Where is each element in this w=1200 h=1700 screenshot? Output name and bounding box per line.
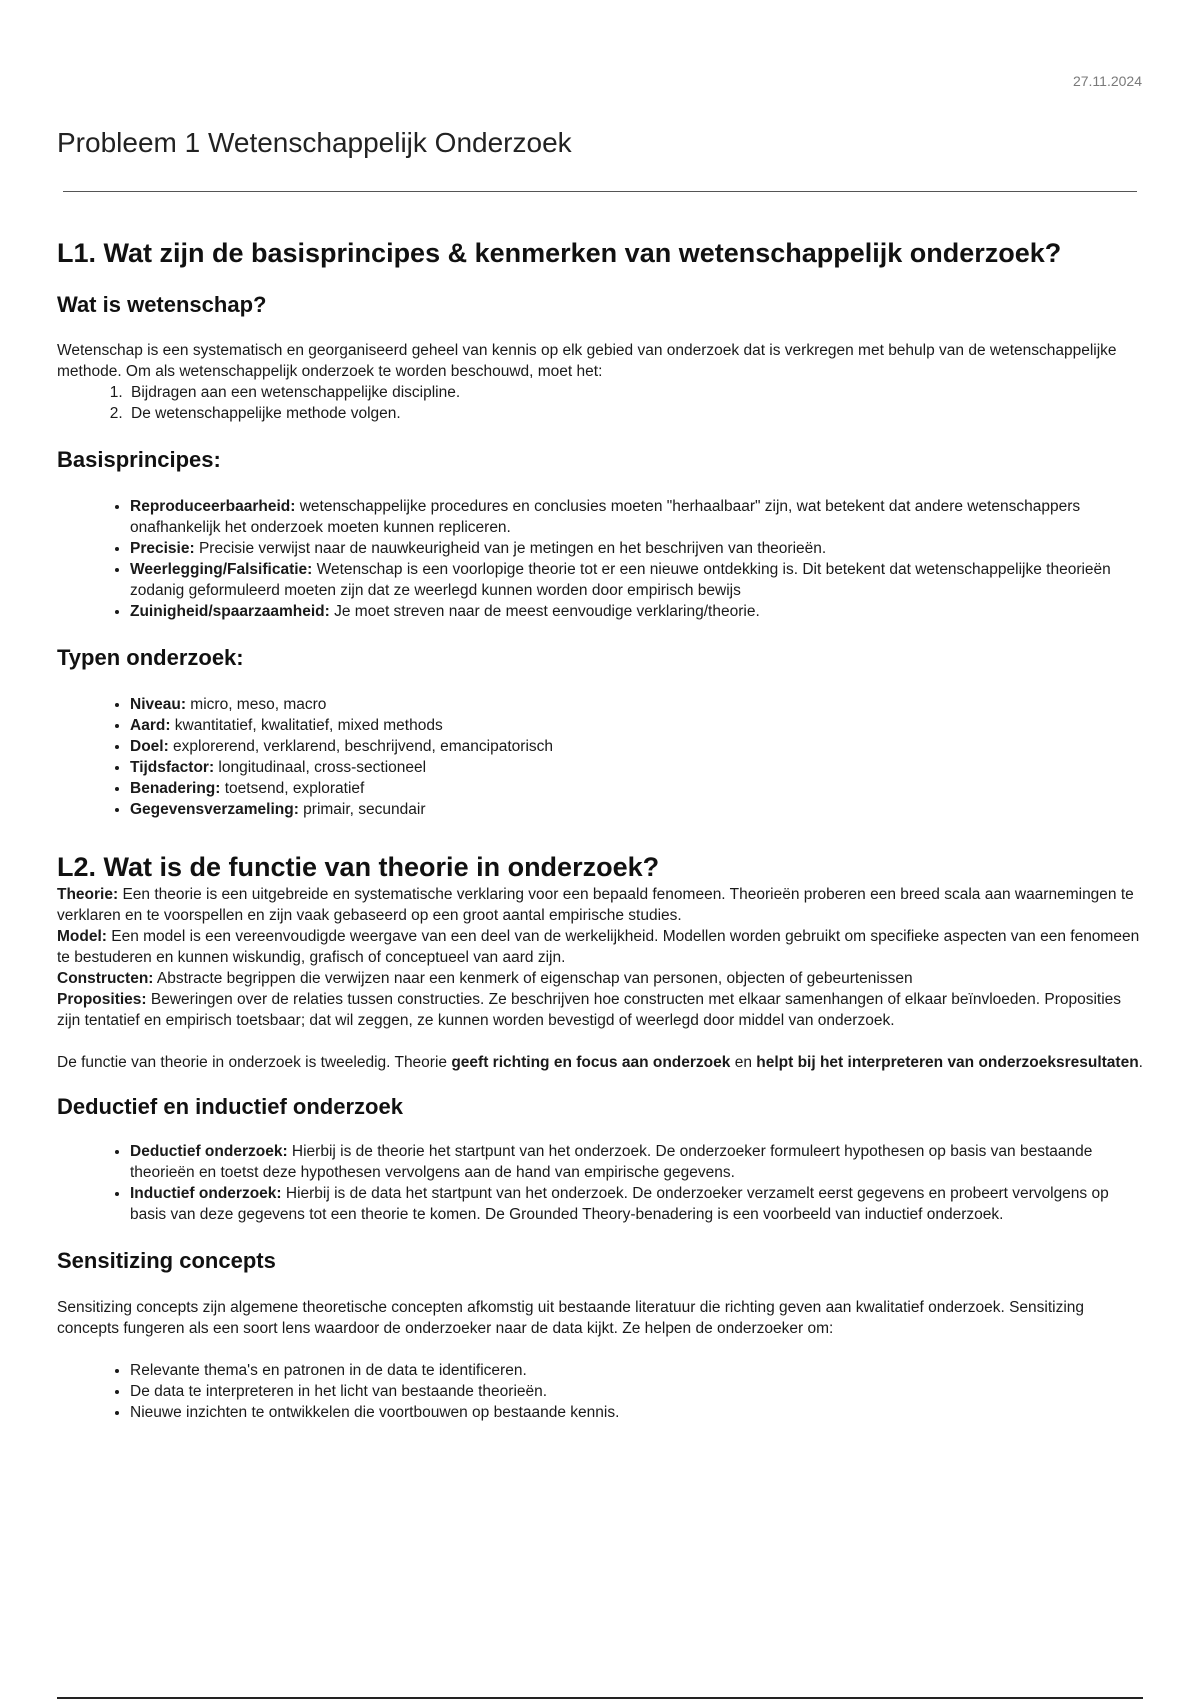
document-title: Probleem 1 Wetenschappelijk Onderzoek <box>57 127 572 158</box>
footer-divider <box>57 1697 1143 1699</box>
definition-term: Model: <box>57 928 107 945</box>
list-item-text: explorerend, verklarend, beschrijvend, emancipatorisch <box>168 738 554 755</box>
list-item: 1. Bijdragen aan een wetenschappelijke discipline. <box>127 382 1147 403</box>
list-item-text: primair, secundair <box>298 801 426 818</box>
list-item-term: Precisie: <box>130 540 195 557</box>
list-item-term: Zuinigheid/spaarzaamheid: <box>130 603 330 620</box>
bold-phrase: helpt bij het interpreteren van onderzoeksresultaten <box>756 1054 1139 1071</box>
definition-model <box>57 926 1147 968</box>
list-item-term: Doel: <box>130 738 169 755</box>
definition-text: Beweringen over de relaties tussen constructies. Ze beschrijven hoe constructen met elkaar samenhangen of elkaar beïnvloeden. Proposities zijn tentatief en empirisch toetsbaar; dat wil zeggen, ze kunnen worden bevestigd of weerlegd door middel van onderzoek. <box>57 991 1122 1029</box>
section-heading-l1: L1. Wat zijn de basisprincipes & kenmerken van wetenschappelijk onderzoek? <box>57 238 1062 268</box>
subheading-wat-is-wetenschap: Wat is wetenschap? <box>57 292 267 317</box>
list-item <box>130 496 1147 538</box>
list-item-term: Tijdsfactor: <box>130 759 215 776</box>
list-item-term: Benadering: <box>130 780 221 797</box>
list-item-text: longitudinaal, cross-sectioneel <box>214 759 427 776</box>
subheading-basisprincipes: Basisprincipes: <box>57 447 221 472</box>
definition-theorie <box>57 884 1147 926</box>
list-item <box>130 757 1147 778</box>
list-item-text: kwantitatief, kwalitatief, mixed methods <box>170 717 443 734</box>
bullet-list-basisprincipes <box>57 496 1147 622</box>
list-item-term: Inductief onderzoek: <box>130 1185 282 1202</box>
list-item <box>130 601 1147 622</box>
definition-text: Abstracte begrippen die verwijzen naar een kenmerk of eigenschap van personen, objecten of gebeurtenissen <box>153 970 913 987</box>
list-item-text: Hierbij is de data het startpunt van het onderzoek. De onderzoeker verzamelt eerst gegevens en probeert vervolgens op basis van deze gegevens tot een theorie te komen. De Grounded Theory-benadering is een voorbeeld van inductief onderzoek. <box>130 1185 1109 1223</box>
subheading-sensitizing-concepts: Sensitizing concepts <box>57 1248 276 1273</box>
list-item <box>130 778 1147 799</box>
definition-term: Theorie: <box>57 886 119 903</box>
definition-term: Proposities: <box>57 991 147 1008</box>
section-heading-l2: L2. Wat is de functie van theorie in onderzoek? <box>57 852 660 882</box>
definition-constructen <box>57 968 1147 989</box>
list-item-text: Hierbij is de theorie het startpunt van het onderzoek. De onderzoeker formuleert hypothesen op basis van bestaande theorieën en toetst deze hypothesen vervolgens aan de hand van empirische gegevens. <box>130 1143 1093 1181</box>
bullet-list-typen-onderzoek <box>57 694 1147 820</box>
list-item-text: Wetenschap is een voorlopige theorie tot er een nieuwe ontdekking is. Dit betekent dat wetenschappelijke theorieën zodanig geformuleerd moeten zijn dat ze weerlegd kunnen worden door empirisch bewijs <box>130 561 1111 599</box>
bold-phrase: geeft richting en focus aan onderzoek <box>451 1054 731 1071</box>
definition-text: Een theorie is een uitgebreide en systematische verklaring voor een bepaald fenomeen. Theorieën proberen een breed scala aan waarnemingen te verklaren en te voorspellen en zijn vaak gebaseerd op een groot aantal empirische studies. <box>57 886 1134 924</box>
document-date: 27.11.2024 <box>1072 73 1142 89</box>
list-item <box>130 1141 1147 1183</box>
subheading-typen-onderzoek: Typen onderzoek: <box>57 645 244 670</box>
list-item-text: Precisie verwijst naar de nauwkeurigheid van je metingen en het beschrijven van theorieën. <box>194 540 827 557</box>
definition-term: Constructen: <box>57 970 154 987</box>
list-item-text: Je moet streven naar de meest eenvoudige verklaring/theorie. <box>329 603 760 620</box>
definition-proposities <box>57 989 1147 1031</box>
text-run: . <box>1138 1054 1143 1071</box>
document-body <box>57 236 1147 1423</box>
subheading-deductief-inductief: Deductief en inductief onderzoek <box>57 1094 403 1119</box>
list-item: • De data te interpreteren in het licht van bestaande theorieën. <box>130 1381 1147 1402</box>
list-item <box>130 694 1147 715</box>
list-item-text: micro, meso, macro <box>186 696 327 713</box>
list-item: • Relevante thema's en patronen in de data te identificeren. <box>130 1360 1147 1381</box>
list-item <box>130 736 1147 757</box>
list-item-text: wetenschappelijke procedures en conclusies moeten "herhaalbaar" zijn, wat betekent dat andere wetenschappers onafhankelijk het onderzoek moeten kunnen repliceren. <box>130 498 1081 536</box>
text-run: De functie van theorie in onderzoek is tweeledig. Theorie <box>57 1054 452 1071</box>
list-item-term: Gegevensverzameling: <box>130 801 299 818</box>
paragraph-sensitizing-concepts: Sensitizing concepts zijn algemene theoretische concepten afkomstig uit bestaande literatuur die richting geven aan kwalitatief onderzoek. Sensitizing concepts fungeren als een soort lens waardoor de onderzoeker naar de data kijkt. Ze helpen de onderzoeker om: <box>57 1299 1085 1337</box>
paragraph-functie-theorie <box>57 1052 1147 1073</box>
definition-text: Een model is een vereenvoudigde weergave van een deel van de werkelijkheid. Modellen worden gebruikt om specifieke aspecten van een fenomeen te bestuderen en kunnen wiskundig, grafisch of conceptueel van aard zijn. <box>57 928 1140 966</box>
title-divider <box>63 191 1137 192</box>
bullet-list-sensitizing <box>57 1360 1147 1423</box>
numbered-list-requirements <box>57 382 1147 424</box>
list-item <box>130 715 1147 736</box>
list-item-term: Weerlegging/Falsificatie: <box>130 561 313 578</box>
text-run: en <box>730 1054 757 1071</box>
list-item-text: toetsend, exploratief <box>220 780 365 797</box>
list-item <box>130 559 1147 601</box>
list-item-term: Deductief onderzoek: <box>130 1143 288 1160</box>
list-item: 2. De wetenschappelijke methode volgen. <box>127 403 1147 424</box>
list-item: • Nieuwe inzichten te ontwikkelen die voortbouwen op bestaande kennis. <box>130 1402 1147 1423</box>
list-item-term: Reproduceerbaarheid: <box>130 498 296 515</box>
list-item <box>130 538 1147 559</box>
list-item-term: Aard: <box>130 717 171 734</box>
list-item <box>130 799 1147 820</box>
paragraph-wat-is-wetenschap: Wetenschap is een systematisch en georganiseerd geheel van kennis op elk gebied van onderzoek dat is verkregen met behulp van de wetenschappelijke methode. Om als wetenschappelijk onderzoek te worden beschouwd, moet het: <box>57 342 1117 380</box>
bullet-list-deductief-inductief <box>57 1141 1147 1225</box>
list-item <box>130 1183 1147 1225</box>
list-item-term: Niveau: <box>130 696 186 713</box>
